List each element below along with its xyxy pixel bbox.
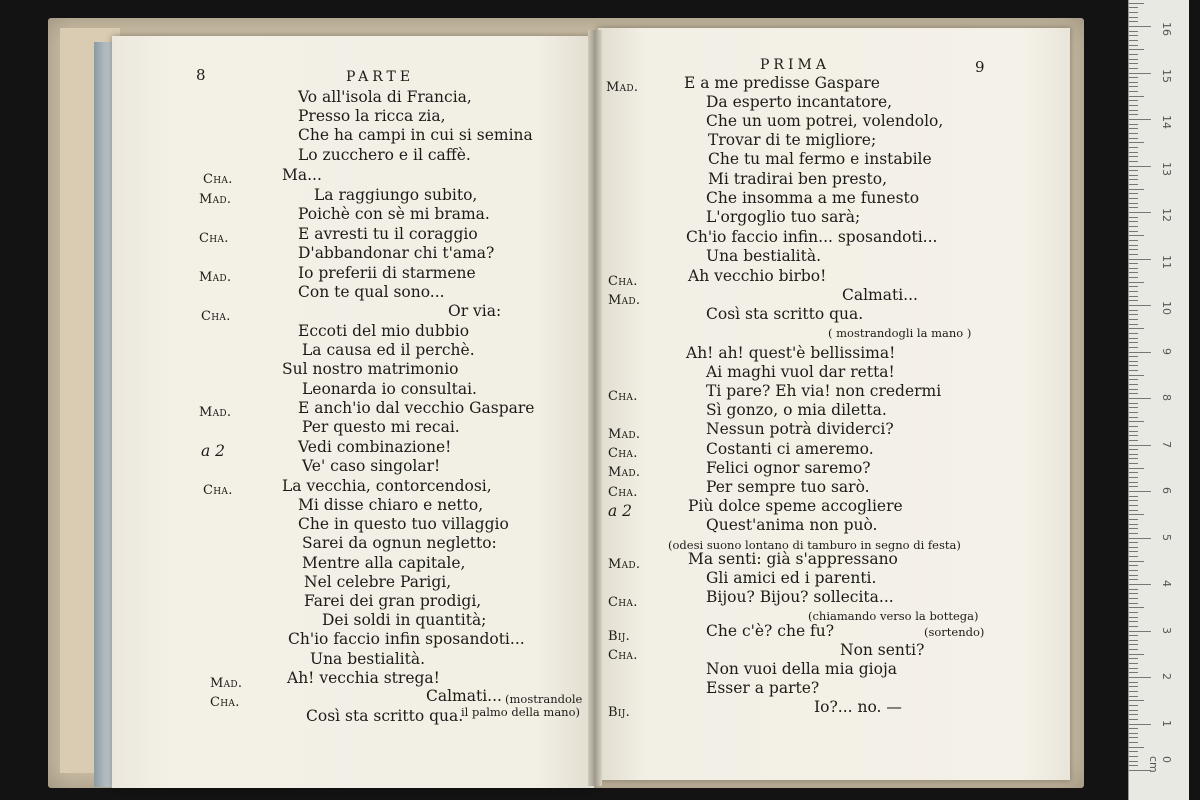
ruler-number: 8 xyxy=(1160,394,1173,401)
ruler-tick xyxy=(1129,533,1138,534)
verse-line: Che tu mal fermo e instabile xyxy=(708,150,932,168)
ruler-tick xyxy=(1129,319,1138,320)
ruler-tick xyxy=(1129,338,1138,339)
speaker-label: Bij. xyxy=(608,705,631,720)
ruler-number: 6 xyxy=(1160,487,1173,494)
verse-line: Sul nostro matrimonio xyxy=(282,360,459,378)
speaker-label: Cha. xyxy=(608,446,638,461)
ruler-number: 14 xyxy=(1160,115,1173,129)
speaker-label: Cha. xyxy=(608,648,638,663)
ruler-tick xyxy=(1129,682,1138,683)
ruler-tick xyxy=(1129,282,1144,283)
ruler-tick xyxy=(1129,677,1151,678)
measurement-ruler xyxy=(1128,0,1189,800)
verse-line: Così sta scritto qua. xyxy=(706,305,864,323)
ruler-tick xyxy=(1129,598,1138,599)
ruler-number: 4 xyxy=(1160,580,1173,587)
ruler-tick xyxy=(1129,114,1138,115)
ruler-tick xyxy=(1129,644,1138,645)
verse-line: Una bestialità. xyxy=(310,650,426,668)
verse-line: Vedi combinazione! xyxy=(298,438,452,456)
ruler-number: 7 xyxy=(1160,440,1173,448)
ruler-tick xyxy=(1129,393,1138,394)
ruler-tick xyxy=(1129,356,1138,357)
ruler-tick xyxy=(1129,607,1144,608)
ruler-tick xyxy=(1129,500,1138,501)
speaker-label: Cha. xyxy=(608,595,638,610)
ruler-tick xyxy=(1129,105,1138,106)
verse-line: Più dolce speme accogliere xyxy=(688,497,903,515)
verse-line: Vo all'isola di Francia, xyxy=(298,88,472,106)
speaker-label: Mad. xyxy=(608,557,641,572)
verse-line: Io preferii di starmene xyxy=(298,264,476,282)
ruler-tick xyxy=(1129,398,1151,399)
verse-line: Ti pare? Eh via! non credermi xyxy=(706,382,942,400)
ruler-tick xyxy=(1129,686,1138,687)
ruler-tick xyxy=(1129,719,1138,720)
ruler-tick xyxy=(1129,514,1144,515)
ruler-tick xyxy=(1129,463,1138,464)
ruler-tick xyxy=(1129,756,1138,757)
ruler-tick xyxy=(1129,612,1138,613)
verse-line: Lo zucchero e il caffè. xyxy=(298,146,471,164)
ruler-tick xyxy=(1129,310,1138,311)
ruler-tick xyxy=(1129,491,1151,492)
ruler-number: 11 xyxy=(1160,254,1173,269)
ruler-tick xyxy=(1129,519,1138,520)
ruler-number: 12 xyxy=(1160,208,1173,222)
ruler-tick xyxy=(1129,705,1138,706)
ruler-tick xyxy=(1129,161,1138,162)
ruler-tick xyxy=(1129,12,1138,13)
ruler-tick xyxy=(1129,626,1138,627)
verse-line: Ah! vecchia strega! xyxy=(287,669,440,687)
ruler-tick xyxy=(1129,668,1138,669)
ruler-tick xyxy=(1129,240,1138,241)
speaker-label: Mad. xyxy=(606,80,639,95)
verse-line: Ah! ah! quest'è bellissima! xyxy=(686,344,896,362)
ruler-tick xyxy=(1129,277,1138,278)
ruler-tick xyxy=(1129,603,1138,604)
verse-line: E anch'io dal vecchio Gaspare xyxy=(298,399,535,417)
ruler-tick xyxy=(1129,49,1144,50)
speaker-label: Cha. xyxy=(608,389,638,404)
ruler-tick xyxy=(1129,138,1138,139)
ruler-tick xyxy=(1129,621,1138,622)
verse-line: La raggiungo subito, xyxy=(314,186,478,204)
ruler-tick xyxy=(1129,314,1138,315)
ruler-tick xyxy=(1129,751,1138,752)
ruler-tick xyxy=(1129,249,1138,250)
ruler-tick xyxy=(1129,524,1138,525)
verse-line: Per sempre tuo sarò. xyxy=(706,478,870,496)
ruler-tick xyxy=(1129,268,1138,269)
ruler-number: 13 xyxy=(1160,161,1173,176)
ruler-tick xyxy=(1129,110,1138,111)
ruler-tick xyxy=(1129,305,1151,306)
ruler-tick xyxy=(1129,96,1144,97)
ruler-tick xyxy=(1129,584,1151,585)
ruler-tick xyxy=(1129,286,1138,287)
ruler-tick xyxy=(1129,259,1151,260)
ruler-tick xyxy=(1129,147,1138,148)
stage-direction: il palmo della mano) xyxy=(461,705,581,719)
verse-line: Sì gonzo, o mia diletta. xyxy=(706,401,887,419)
speaker-label: Cha. xyxy=(608,485,638,500)
verse-line: Nel celebre Parigi, xyxy=(304,573,452,591)
verse-line: Mentre alla capitale, xyxy=(302,554,466,572)
verse-line: Così sta scritto qua. xyxy=(306,707,464,725)
ruler-tick xyxy=(1129,728,1138,729)
ruler-tick xyxy=(1129,724,1151,725)
ruler-tick xyxy=(1129,570,1138,571)
ruler-tick xyxy=(1129,421,1144,422)
verse-line: E a me predisse Gaspare xyxy=(684,74,880,92)
verse-line: Ch'io faccio infin sposandoti... xyxy=(288,630,525,648)
speaker-label: Mad. xyxy=(199,270,232,285)
speaker-label: Cha. xyxy=(199,231,229,246)
ruler-tick xyxy=(1129,389,1138,390)
ruler-tick xyxy=(1129,445,1151,446)
ruler-tick xyxy=(1129,575,1138,576)
verse-line: Bijou? Bijou? sollecita... xyxy=(706,588,894,606)
ruler-tick xyxy=(1129,765,1138,766)
ruler-tick xyxy=(1129,761,1138,762)
ruler-tick xyxy=(1129,170,1138,171)
ruler-tick xyxy=(1129,77,1138,78)
ruler-tick xyxy=(1129,54,1138,55)
ruler-tick xyxy=(1129,528,1138,529)
ruler-tick xyxy=(1129,152,1138,153)
ruler-tick xyxy=(1129,431,1138,432)
ruler-number: 5 xyxy=(1160,533,1173,541)
ruler-tick xyxy=(1129,203,1138,204)
ruler-tick xyxy=(1129,482,1138,483)
ruler-tick xyxy=(1129,198,1138,199)
ruler-tick xyxy=(1129,35,1138,36)
ruler-number: 9 xyxy=(1160,347,1173,355)
ruler-tick xyxy=(1129,505,1138,506)
ruler-tick xyxy=(1129,124,1138,125)
ruler-tick xyxy=(1129,300,1138,301)
speaker-label: Mad. xyxy=(210,676,243,691)
ruler-tick xyxy=(1129,342,1138,343)
verse-line: D'abbandonar chi t'ama? xyxy=(298,244,495,262)
stage-direction: (chiamando verso la bottega) xyxy=(808,609,979,623)
ruler-tick xyxy=(1129,426,1138,427)
stage-direction: (sortendo) xyxy=(924,625,985,639)
ruler-tick xyxy=(1129,291,1138,292)
speaker-label: Bij. xyxy=(608,629,631,644)
ruler-tick xyxy=(1129,565,1138,566)
verse-line: Dei soldi in quantità; xyxy=(322,611,487,629)
ruler-tick xyxy=(1129,454,1138,455)
ruler-tick xyxy=(1129,440,1138,441)
verse-line: Ve' caso singolar! xyxy=(302,457,441,475)
ruler-tick xyxy=(1129,254,1138,255)
ruler-tick xyxy=(1129,328,1144,329)
verse-line: Da esperto incantatore, xyxy=(706,93,893,111)
ruler-tick xyxy=(1129,510,1138,511)
ruler-number: 2 xyxy=(1160,673,1173,680)
verse-line: Che un uom potrei, volendolo, xyxy=(706,112,944,130)
ruler-tick xyxy=(1129,166,1151,167)
ruler-tick xyxy=(1129,635,1138,636)
ruler-tick xyxy=(1129,696,1138,697)
verse-line: Gli amici ed i parenti. xyxy=(706,569,877,587)
verse-line: E avresti tu il coraggio xyxy=(298,225,478,243)
ruler-tick xyxy=(1129,59,1138,60)
speaker-label: Mad. xyxy=(608,293,641,308)
verse-line: Ah vecchio birbo! xyxy=(688,267,827,285)
ruler-tick xyxy=(1129,347,1138,348)
ruler-tick xyxy=(1129,477,1138,478)
ruler-tick xyxy=(1129,672,1138,673)
ruler-tick xyxy=(1129,496,1138,497)
verse-line: Non senti? xyxy=(840,641,925,659)
ruler-tick xyxy=(1129,17,1138,18)
ruler-tick xyxy=(1129,179,1138,180)
ruler-tick xyxy=(1129,384,1138,385)
ruler-tick xyxy=(1129,747,1144,748)
ruler-tick xyxy=(1129,551,1138,552)
ruler-tick xyxy=(1129,640,1138,641)
verse-line: Una bestialità. xyxy=(706,247,822,265)
verse-line: Ch'io faccio infin... sposandoti... xyxy=(686,228,938,246)
verse-line: Mi disse chiaro e netto, xyxy=(298,496,484,514)
ruler-tick xyxy=(1129,221,1138,222)
ruler-tick xyxy=(1129,449,1138,450)
ruler-tick xyxy=(1129,73,1151,74)
ruler-tick xyxy=(1129,407,1138,408)
speaker-label: Mad. xyxy=(608,465,641,480)
ruler-tick xyxy=(1129,542,1138,543)
ruler-unit-label: 0 cm xyxy=(1147,756,1173,773)
verse-line: Poichè con sè mi brama. xyxy=(298,205,490,223)
speaker-label: Mad. xyxy=(199,405,232,420)
ruler-tick xyxy=(1129,556,1138,557)
ruler-tick xyxy=(1129,742,1138,743)
verse-line: Nessun potrà dividerci? xyxy=(706,420,894,438)
ruler-number: 10 xyxy=(1160,301,1173,315)
speaker-label: a 2 xyxy=(608,502,633,520)
verse-line: Io?... no. — xyxy=(814,698,902,716)
ruler-tick xyxy=(1129,7,1138,8)
ruler-tick xyxy=(1129,119,1151,120)
ruler-tick xyxy=(1129,333,1138,334)
ruler-tick xyxy=(1129,547,1138,548)
ruler-tick xyxy=(1129,458,1138,459)
ruler-tick xyxy=(1129,3,1144,4)
ruler-tick xyxy=(1129,435,1138,436)
verse-line: La vecchia, contorcendosi, xyxy=(282,477,492,495)
ruler-tick xyxy=(1129,263,1138,264)
ruler-tick xyxy=(1129,714,1138,715)
ruler-tick xyxy=(1129,272,1138,273)
verse-line: Esser a parte? xyxy=(706,679,820,697)
verse-line: Calmati... xyxy=(842,286,918,304)
speaker-label: Cha. xyxy=(210,695,240,710)
stage-direction: ( mostrandogli la mano ) xyxy=(828,326,972,340)
verse-line: Felici ognor saremo? xyxy=(706,459,871,477)
book-gutter xyxy=(588,30,602,786)
ruler-number: 15 xyxy=(1160,68,1173,83)
verse-line: Ma... xyxy=(282,166,322,184)
ruler-tick xyxy=(1129,617,1138,618)
ruler-tick xyxy=(1129,375,1144,376)
ruler-tick xyxy=(1129,156,1138,157)
ruler-tick xyxy=(1129,91,1138,92)
verse-line: Non vuoi della mia gioja xyxy=(706,660,898,678)
ruler-tick xyxy=(1129,142,1144,143)
speaker-label: a 2 xyxy=(201,442,226,460)
verse-line: L'orgoglio tuo sarà; xyxy=(706,208,861,226)
ruler-tick xyxy=(1129,737,1138,738)
verse-line: Calmati... xyxy=(426,687,502,705)
ruler-tick xyxy=(1129,417,1138,418)
ruler-tick xyxy=(1129,296,1138,297)
ruler-tick xyxy=(1129,733,1138,734)
verse-line: Ai maghi vuol dar retta! xyxy=(706,363,895,381)
verse-line: Leonarda io consultai. xyxy=(302,380,477,398)
stage-direction: (odesi suono lontano di tamburo in segno di festa) xyxy=(668,538,961,552)
ruler-tick xyxy=(1129,700,1144,701)
ruler-tick xyxy=(1129,379,1138,380)
verse-line: Quest'anima non può. xyxy=(706,516,878,534)
ruler-tick xyxy=(1129,193,1138,194)
ruler-tick xyxy=(1129,189,1144,190)
ruler-tick xyxy=(1129,175,1138,176)
verse-line: Per questo mi recai. xyxy=(302,418,460,436)
ruler-tick xyxy=(1129,658,1138,659)
ruler-tick xyxy=(1129,468,1144,469)
ruler-tick xyxy=(1129,100,1138,101)
verse-line: Or via: xyxy=(448,302,502,320)
speaker-label: Cha. xyxy=(203,172,233,187)
running-head-left: PARTE xyxy=(346,69,415,85)
ruler-tick xyxy=(1129,40,1138,41)
ruler-number: 16 xyxy=(1160,22,1173,36)
ruler-tick xyxy=(1129,370,1138,371)
ruler-tick xyxy=(1129,561,1144,562)
ruler-tick xyxy=(1129,128,1138,129)
verse-line: Eccoti del mio dubbio xyxy=(298,322,470,340)
running-head-right: PRIMA xyxy=(760,57,830,73)
verse-line: Mi tradirai ben presto, xyxy=(708,170,887,188)
verse-line: Che c'è? che fu? xyxy=(706,622,835,640)
verse-line: Sarei da ognun negletto: xyxy=(302,534,497,552)
ruler-tick xyxy=(1129,68,1138,69)
verse-line: Con te qual sono... xyxy=(298,283,445,301)
ruler-tick xyxy=(1129,403,1138,404)
ruler-tick xyxy=(1129,361,1138,362)
speaker-label: Mad. xyxy=(608,427,641,442)
ruler-tick xyxy=(1129,631,1151,632)
ruler-tick xyxy=(1129,486,1138,487)
ruler-tick xyxy=(1129,235,1144,236)
ruler-tick xyxy=(1129,324,1138,325)
stage-direction: (mostrandole xyxy=(505,692,583,706)
ruler-tick xyxy=(1129,231,1138,232)
ruler-tick xyxy=(1129,472,1138,473)
ruler-tick xyxy=(1129,82,1138,83)
ruler-tick xyxy=(1129,133,1138,134)
ruler-tick xyxy=(1129,31,1138,32)
speaker-label: Cha. xyxy=(201,309,231,324)
ruler-tick xyxy=(1129,352,1151,353)
ruler-tick xyxy=(1129,21,1138,22)
verse-line: Che insomma a me funesto xyxy=(706,189,920,207)
page-number-left: 8 xyxy=(196,66,206,84)
ruler-tick xyxy=(1129,654,1144,655)
verse-line: Trovar di te migliore; xyxy=(708,131,877,149)
ruler-tick xyxy=(1129,649,1138,650)
ruler-tick xyxy=(1129,365,1138,366)
ruler-tick xyxy=(1129,217,1138,218)
verse-line: Presso la ricca zia, xyxy=(298,107,446,125)
verse-line: Che in questo tuo villaggio xyxy=(298,515,509,533)
verse-line: Ma senti: già s'appressano xyxy=(688,550,898,568)
ruler-tick xyxy=(1129,710,1138,711)
ruler-tick xyxy=(1129,184,1138,185)
ruler-tick xyxy=(1129,691,1138,692)
page-number-right: 9 xyxy=(975,58,985,76)
ruler-tick xyxy=(1129,63,1138,64)
speaker-label: Cha. xyxy=(608,274,638,289)
ruler-number: 1 xyxy=(1160,719,1173,727)
ruler-tick xyxy=(1129,589,1138,590)
speaker-label: Cha. xyxy=(203,483,233,498)
ruler-tick xyxy=(1129,212,1151,213)
ruler-tick xyxy=(1129,538,1151,539)
ruler-tick xyxy=(1129,245,1138,246)
ruler-tick xyxy=(1129,663,1138,664)
ruler-tick xyxy=(1129,579,1138,580)
ruler-tick xyxy=(1129,412,1138,413)
ruler-tick xyxy=(1129,207,1138,208)
ruler-number: 3 xyxy=(1160,626,1173,634)
verse-line: Costanti ci ameremo. xyxy=(706,440,874,458)
ruler-tick xyxy=(1129,593,1138,594)
verse-line: La causa ed il perchè. xyxy=(302,341,475,359)
speaker-label: Mad. xyxy=(199,192,232,207)
verse-line: Farei dei gran prodigi, xyxy=(304,592,482,610)
verse-line: Che ha campi in cui si semina xyxy=(298,126,533,144)
ruler-tick xyxy=(1129,26,1151,27)
ruler-tick xyxy=(1129,86,1138,87)
ruler-tick xyxy=(1129,226,1138,227)
ruler-tick xyxy=(1129,45,1138,46)
